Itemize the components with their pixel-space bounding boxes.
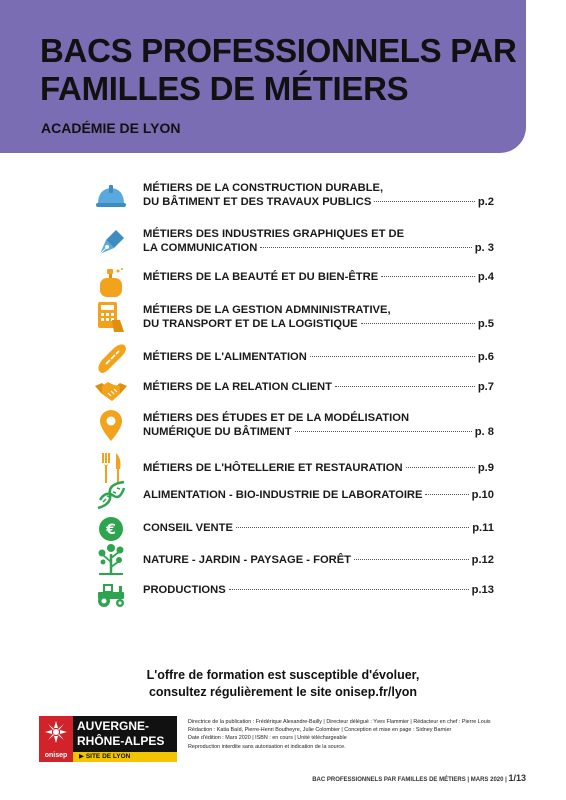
credits-line: Date d'édition : Mars 2020 | ISBN : en cours | Unité téléchargeable	[188, 735, 347, 742]
credits-line: Rédaction : Katia Baïd, Pierre-Henri Boutheyre, Julie Colombier | Conception et mise en page : Sidney Barnier	[188, 727, 452, 734]
logo-region-name	[73, 716, 177, 752]
toc-page-number: p.12	[471, 554, 494, 566]
leader-dots	[229, 589, 469, 590]
toc-label-line: MÉTIERS DE L'HÔTELLERIE ET RESTAURATION	[143, 462, 403, 474]
leader-dots	[236, 527, 469, 528]
leader-dots	[361, 323, 475, 324]
publication-credits	[188, 718, 528, 751]
euro-coin-icon	[94, 512, 128, 546]
leader-dots	[406, 467, 475, 468]
leader-dots	[335, 386, 475, 387]
credits-line: Directrice de la publication : Frédérique Alexandre-Bailly | Directeur délégué : Yves Flammier | Rédacteur en chef : Pierre Louis	[188, 719, 491, 725]
toc-label-line: MÉTIERS DE LA BEAUTÉ ET DU BIEN-ÊTRE	[143, 271, 379, 283]
logo-site-text: SITE DE LYON	[85, 753, 131, 760]
onisep-logo	[39, 716, 177, 762]
onisep-star-icon	[44, 720, 68, 744]
tractor-icon	[94, 576, 128, 610]
leader-dots	[374, 201, 475, 202]
handshake-icon	[94, 374, 128, 408]
dna-icon	[94, 478, 128, 512]
leader-dots	[354, 559, 469, 560]
toc-page-number: p. 3	[474, 241, 494, 254]
toc-page-number: p.2	[477, 195, 494, 208]
logo-region-line1: AUVERGNE-	[77, 719, 150, 733]
availability-note-line1: L'offre de formation est susceptible d'évoluer,	[146, 668, 420, 682]
leader-dots	[310, 356, 475, 357]
toc-label-line: NUMÉRIQUE DU BÂTIMENT	[143, 425, 292, 438]
onisep-wordmark: onisep	[44, 752, 68, 759]
leader-dots	[295, 431, 472, 432]
toc-page-number: p.4	[477, 271, 494, 283]
credits-line: Reproduction interdite sans autorisation et indication de la source.	[188, 743, 346, 750]
toc-page-number: p.13	[471, 584, 494, 596]
toc-page-number: p.11	[472, 522, 494, 534]
logo-site-label: ▶ SITE DE LYON	[73, 752, 177, 762]
toc-label-line: MÉTIERS DE LA GESTION ADMNINISTRATIVE,	[143, 304, 391, 316]
page-footer	[312, 773, 526, 783]
toc-label-line: MÉTIERS DES ÉTUDES ET DE LA MODÉLISATION	[143, 412, 410, 424]
toc-page-number: p.7	[477, 381, 494, 393]
logo-red-block	[39, 716, 73, 762]
footer-page-number: 1/13	[508, 773, 526, 783]
toc-page-number: p.5	[477, 317, 494, 330]
page-title-line1: BACS PROFESSIONNELS PAR	[40, 32, 517, 69]
fountain-pen-icon	[94, 226, 128, 260]
toc-label-line: MÉTIERS DE L'ALIMENTATION	[143, 351, 307, 363]
leader-dots	[425, 494, 468, 495]
toc-page-number: p.9	[477, 462, 494, 474]
page-title-line2: FAMILLES DE MÉTIERS	[40, 70, 409, 107]
toc-label-line: DU TRANSPORT ET DE LA LOGISTIQUE	[143, 317, 358, 330]
toc-label-line: PRODUCTIONS	[143, 584, 226, 596]
toc-label-line: MÉTIERS DES INDUSTRIES GRAPHIQUES ET DE	[143, 228, 405, 240]
toc-label-line: MÉTIERS DE LA CONSTRUCTION DURABLE,	[143, 182, 384, 194]
toc-page-number: p.6	[477, 351, 494, 363]
toc-label-line: CONSEIL VENTE	[143, 522, 233, 534]
hard-hat-icon	[94, 180, 128, 214]
toc-label-line: ALIMENTATION - BIO-INDUSTRIE DE LABORATOIRE	[143, 489, 423, 501]
location-pin-icon	[94, 408, 128, 442]
footer-doc-title: BAC PROFESSIONNELS PAR FAMILLES DE MÉTIERS | MARS 2020 |	[312, 777, 507, 783]
toc-label-line: LA COMMUNICATION	[143, 241, 258, 254]
toc-page-number: p. 8	[474, 425, 494, 438]
tree-icon	[94, 542, 128, 576]
bread-icon	[94, 342, 128, 376]
perfume-bottle-icon	[94, 266, 128, 300]
toc-label-line: NATURE - JARDIN - PAYSAGE - FORÊT	[143, 554, 352, 566]
svg-text:€: €	[106, 522, 116, 538]
toc-page-number: p.10	[471, 489, 494, 501]
calculator-hand-icon	[94, 300, 128, 334]
leader-dots	[260, 247, 471, 248]
academy-subtitle: ACADÉMIE DE LYON	[41, 120, 181, 136]
availability-note	[0, 667, 566, 701]
header-banner	[0, 0, 526, 153]
page-title	[40, 32, 517, 108]
availability-note-line2: consultez régulièrement le site onisep.fr/lyon	[148, 685, 418, 699]
toc-label-line: DU BÂTIMENT ET DES TRAVAUX PUBLICS	[143, 195, 372, 208]
leader-dots	[381, 276, 475, 277]
logo-region-line2: RHÔNE-ALPES	[77, 734, 165, 748]
toc-label-line: MÉTIERS DE LA RELATION CLIENT	[143, 381, 332, 393]
